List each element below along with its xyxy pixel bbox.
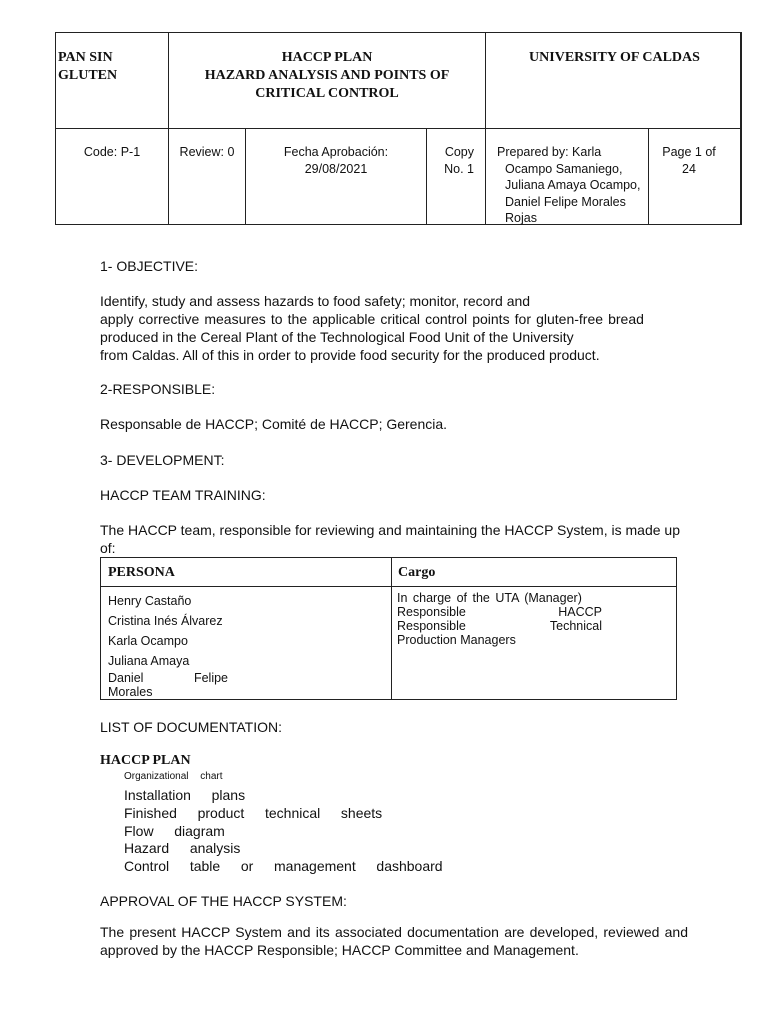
responsible-text: Responsable de HACCP; Comité de HACCP; Gerencia. [100,416,448,432]
copy-value: No. 1 [444,161,474,176]
approval-date: 29/08/2021 [304,161,368,176]
team-table [100,557,677,700]
plan-title-line: HACCP PLAN [281,50,373,65]
approval-text: The present HACCP System and its associated documentation are developed, reviewed and approved by the HACCP Responsible; HACCP Committee and Management. [100,924,688,958]
plan-title [169,49,485,103]
cargo-word: Technical [549,619,602,633]
documentation-item: Hazard analysis [124,840,241,857]
objective-line: produced in the Cereal Plant of the Technological Food Unit of the University [100,329,574,345]
persona-item [108,671,228,699]
objective-line: apply corrective measures to the applicable critical control points for gluten-free bread [100,311,644,327]
page-total: 24 [682,161,696,176]
col-header-cargo: Cargo [398,565,436,580]
objective-line: from Caldas. All of this in order to provide food security for the produced product. [100,347,600,363]
documentation-item: Flow diagram [124,822,225,839]
persona-item: Juliana Amaya [108,654,190,668]
university-name: UNIVERSITY OF CALDAS [529,50,700,65]
copy-label: Copy [444,145,474,159]
plan-title-line: HAZARD ANALYSIS AND POINTS OF [204,68,450,83]
cargo-item [397,605,602,619]
prepared-line: Juliana Amaya Ocampo, [505,178,641,192]
page-label: Page 1 of [662,145,716,159]
approval-date-cell [246,144,426,177]
team-heading: HACCP TEAM TRAINING: [100,487,266,503]
org-chart-item: Organizational chart [124,771,223,782]
cargo-word: Responsible [397,619,466,633]
objective-heading: 1- OBJECTIVE: [100,258,199,274]
team-intro: The HACCP team, responsible for reviewing and maintaining the HACCP System, is made up of: [100,522,680,556]
plan-title-line: CRITICAL CONTROL [255,86,399,101]
col-header-persona: PERSONA [108,565,175,580]
persona-word: Morales [108,685,153,699]
cargo-list [397,591,602,647]
cargo-item: In charge of the UTA (Manager) [397,591,582,605]
cargo-word: HACCP [558,605,602,619]
persona-word: Daniel [108,671,144,685]
company-name: PAN SIN GLUTEN [58,50,118,83]
prepared-line: Ocampo Samaniego, [505,161,623,176]
persona-item: Cristina Inés Álvarez [108,614,223,628]
approval-heading: APPROVAL OF THE HACCP SYSTEM: [100,893,347,909]
documentation-item: Control table or management dashboard [124,858,443,875]
page-number [649,144,729,177]
prepared-line: Daniel Felipe Morales [505,194,626,209]
cargo-item: Production Managers [397,633,516,647]
documentation-item: Installation plans [124,787,246,803]
team-col-divider [391,558,392,699]
haccp-plan-label: HACCP PLAN [100,753,191,768]
doc-review: Review: 0 [179,145,235,159]
documentation-item: Finished product technical sheets [124,804,383,821]
prepared-by [497,144,647,227]
doc-code: Code: P-1 [83,145,141,159]
prepared-line: Rojas [505,211,537,225]
header-row-divider [56,128,740,129]
documentation-list [124,787,443,876]
cargo-word: Responsible [397,605,466,619]
cargo-item [397,619,602,633]
documentation-heading: LIST OF DOCUMENTATION: [100,719,283,735]
responsible-heading: 2-RESPONSIBLE: [100,381,216,397]
persona-item: Henry Castaño [108,594,192,608]
document-header-table [55,32,742,225]
copy-number [427,144,485,177]
objective-line: Identify, study and assess hazards to food safety; monitor, record and [100,293,531,309]
objective-text [100,292,661,364]
persona-item: Karla Ocampo [108,634,188,648]
persona-list [108,591,223,671]
team-row-divider [101,586,676,587]
prepared-line: Prepared by: Karla [497,145,602,159]
approval-label: Fecha Aprobación: [283,145,389,159]
development-heading: 3- DEVELOPMENT: [100,452,225,468]
persona-word: Felipe [193,671,228,685]
